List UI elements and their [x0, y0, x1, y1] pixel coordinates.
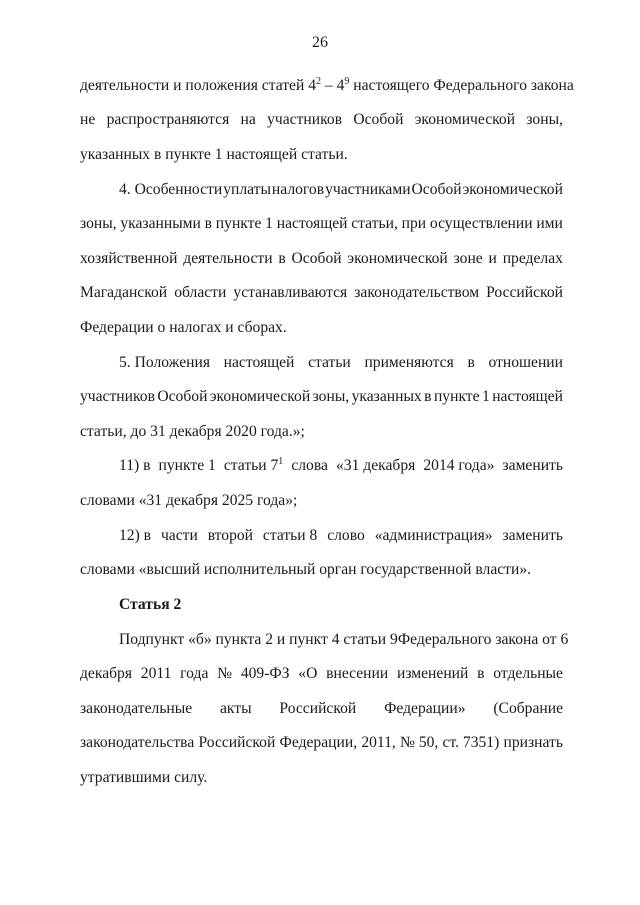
item-11-line-2: словами «31 декабря 2025 года»; [80, 492, 298, 509]
word: года [180, 665, 209, 682]
item-12-line-1 [119, 526, 563, 546]
word: «администрация» [374, 527, 493, 544]
article-2-line-3 [80, 699, 563, 719]
paragraph-5-line-1 [119, 353, 563, 373]
word: 5. Положения [119, 354, 210, 371]
word: налогов [271, 181, 325, 198]
word: зоны, [312, 388, 350, 405]
word: Особой [157, 388, 208, 405]
word: Магаданской [80, 284, 168, 301]
paragraph-4-line-2 [80, 214, 563, 234]
word: статьи, [351, 215, 398, 232]
article-2-line-1 [119, 630, 569, 650]
article-2-heading: Статья 2 [119, 596, 182, 613]
word: экономической [209, 388, 311, 405]
word: Федерации, [279, 734, 358, 751]
word: зоне [453, 250, 483, 267]
word: зоны, [80, 215, 117, 232]
word: пункте [433, 388, 480, 405]
word: указанных [351, 388, 422, 405]
word: акты [220, 700, 252, 717]
word: (Собрание [493, 700, 563, 717]
word: ст. 7351) [442, 734, 500, 751]
article-2-line-5: утратившими силу. [80, 769, 208, 786]
word: статьи [308, 354, 351, 371]
word: пункте [215, 215, 262, 232]
word: № 50, [400, 734, 439, 751]
word: зоны, [526, 111, 563, 128]
word: Федерального закона от 6 [397, 631, 569, 648]
word: деятельности [183, 250, 273, 267]
word: Особой [353, 111, 404, 128]
word: 2011, [361, 734, 396, 751]
word: в [467, 354, 475, 371]
word: части [160, 527, 198, 544]
word: в [204, 215, 213, 232]
word: экономической [462, 181, 563, 198]
paragraph-1-line-3: указанных в пункте 1 настоящей статьи. [80, 146, 348, 163]
word: при [401, 215, 427, 232]
word: в [477, 665, 485, 682]
word: и [488, 250, 497, 267]
word: распространяются [106, 111, 230, 128]
word: второй [207, 527, 254, 544]
word: хозяйственной [80, 250, 178, 267]
word: заменить [502, 527, 563, 544]
word: устанавливаются [233, 284, 348, 301]
word: настоящей [276, 215, 348, 232]
word: Особой [411, 181, 462, 198]
paragraph-1-line-2 [80, 110, 563, 130]
article-2-line-4 [80, 733, 563, 753]
word: уплаты [223, 181, 271, 198]
word: законодательные [80, 700, 193, 717]
word: отдельные [493, 665, 563, 682]
word: Российской [198, 734, 276, 751]
word: экономической [347, 250, 448, 267]
word: слово [327, 527, 365, 544]
word: законодательства [80, 734, 195, 751]
item-11-line-1: 11) в пункте 1 статьи $7^1$ слова «31 декабря 2014 года» заменить [119, 455, 563, 474]
paragraph-1-line-1: деятельности и положения статей $4^2 - 4^9$ настоящего Федерального закона [80, 75, 574, 94]
word: внесении [326, 665, 389, 682]
word: признать [503, 734, 563, 751]
word: указанными [120, 215, 201, 232]
word: 409-ФЗ [240, 665, 290, 682]
word: настоящей [223, 354, 295, 371]
word: области [174, 284, 227, 301]
word: 2011 [140, 665, 172, 682]
page-number: 26 [312, 34, 328, 51]
word: участников [267, 111, 343, 128]
word: статьи 8 [262, 527, 318, 544]
word: Подпункт «б» пункта 2 и пункт 4 статьи 9 [119, 631, 398, 648]
word: 4. Особенности [119, 181, 223, 198]
word: 1 [265, 215, 273, 232]
word: применяются [364, 354, 454, 371]
word: Особой [291, 250, 342, 267]
word: Российской [279, 700, 357, 717]
paragraph-4-line-3 [80, 249, 563, 269]
article-2-line-2 [80, 664, 563, 684]
word: пределах [502, 250, 563, 267]
word: 12) в [119, 527, 152, 544]
word: участников [80, 388, 155, 405]
paragraph-5-line-3: статьи, до 31 декабря 2020 года.»; [80, 423, 305, 440]
paragraph-4-line-5: Федерации о налогах и сборах. [80, 319, 287, 336]
word: изменений [396, 665, 469, 682]
word: «О [298, 665, 318, 682]
item-12-line-2: словами «высший исполнительный орган государственной власти». [80, 561, 532, 578]
word: участниками [325, 181, 411, 198]
paragraph-4-line-1 [119, 180, 563, 200]
paragraph-4-line-4 [80, 283, 563, 303]
word: ими [536, 215, 563, 232]
word: Российской [486, 284, 563, 301]
word: экономической [414, 111, 516, 128]
word: не [80, 111, 96, 128]
word: осуществлении [429, 215, 533, 232]
word: в [424, 388, 432, 405]
word: в [278, 250, 286, 267]
word: декабря [80, 665, 133, 682]
word: законодательством [354, 284, 480, 301]
word: на [240, 111, 256, 128]
word: № [217, 665, 233, 682]
word: Федерации» [384, 700, 466, 717]
word: настоящей [492, 388, 563, 405]
word: 1 [481, 388, 490, 405]
paragraph-5-line-2 [80, 387, 563, 407]
word: отношении [488, 354, 563, 371]
